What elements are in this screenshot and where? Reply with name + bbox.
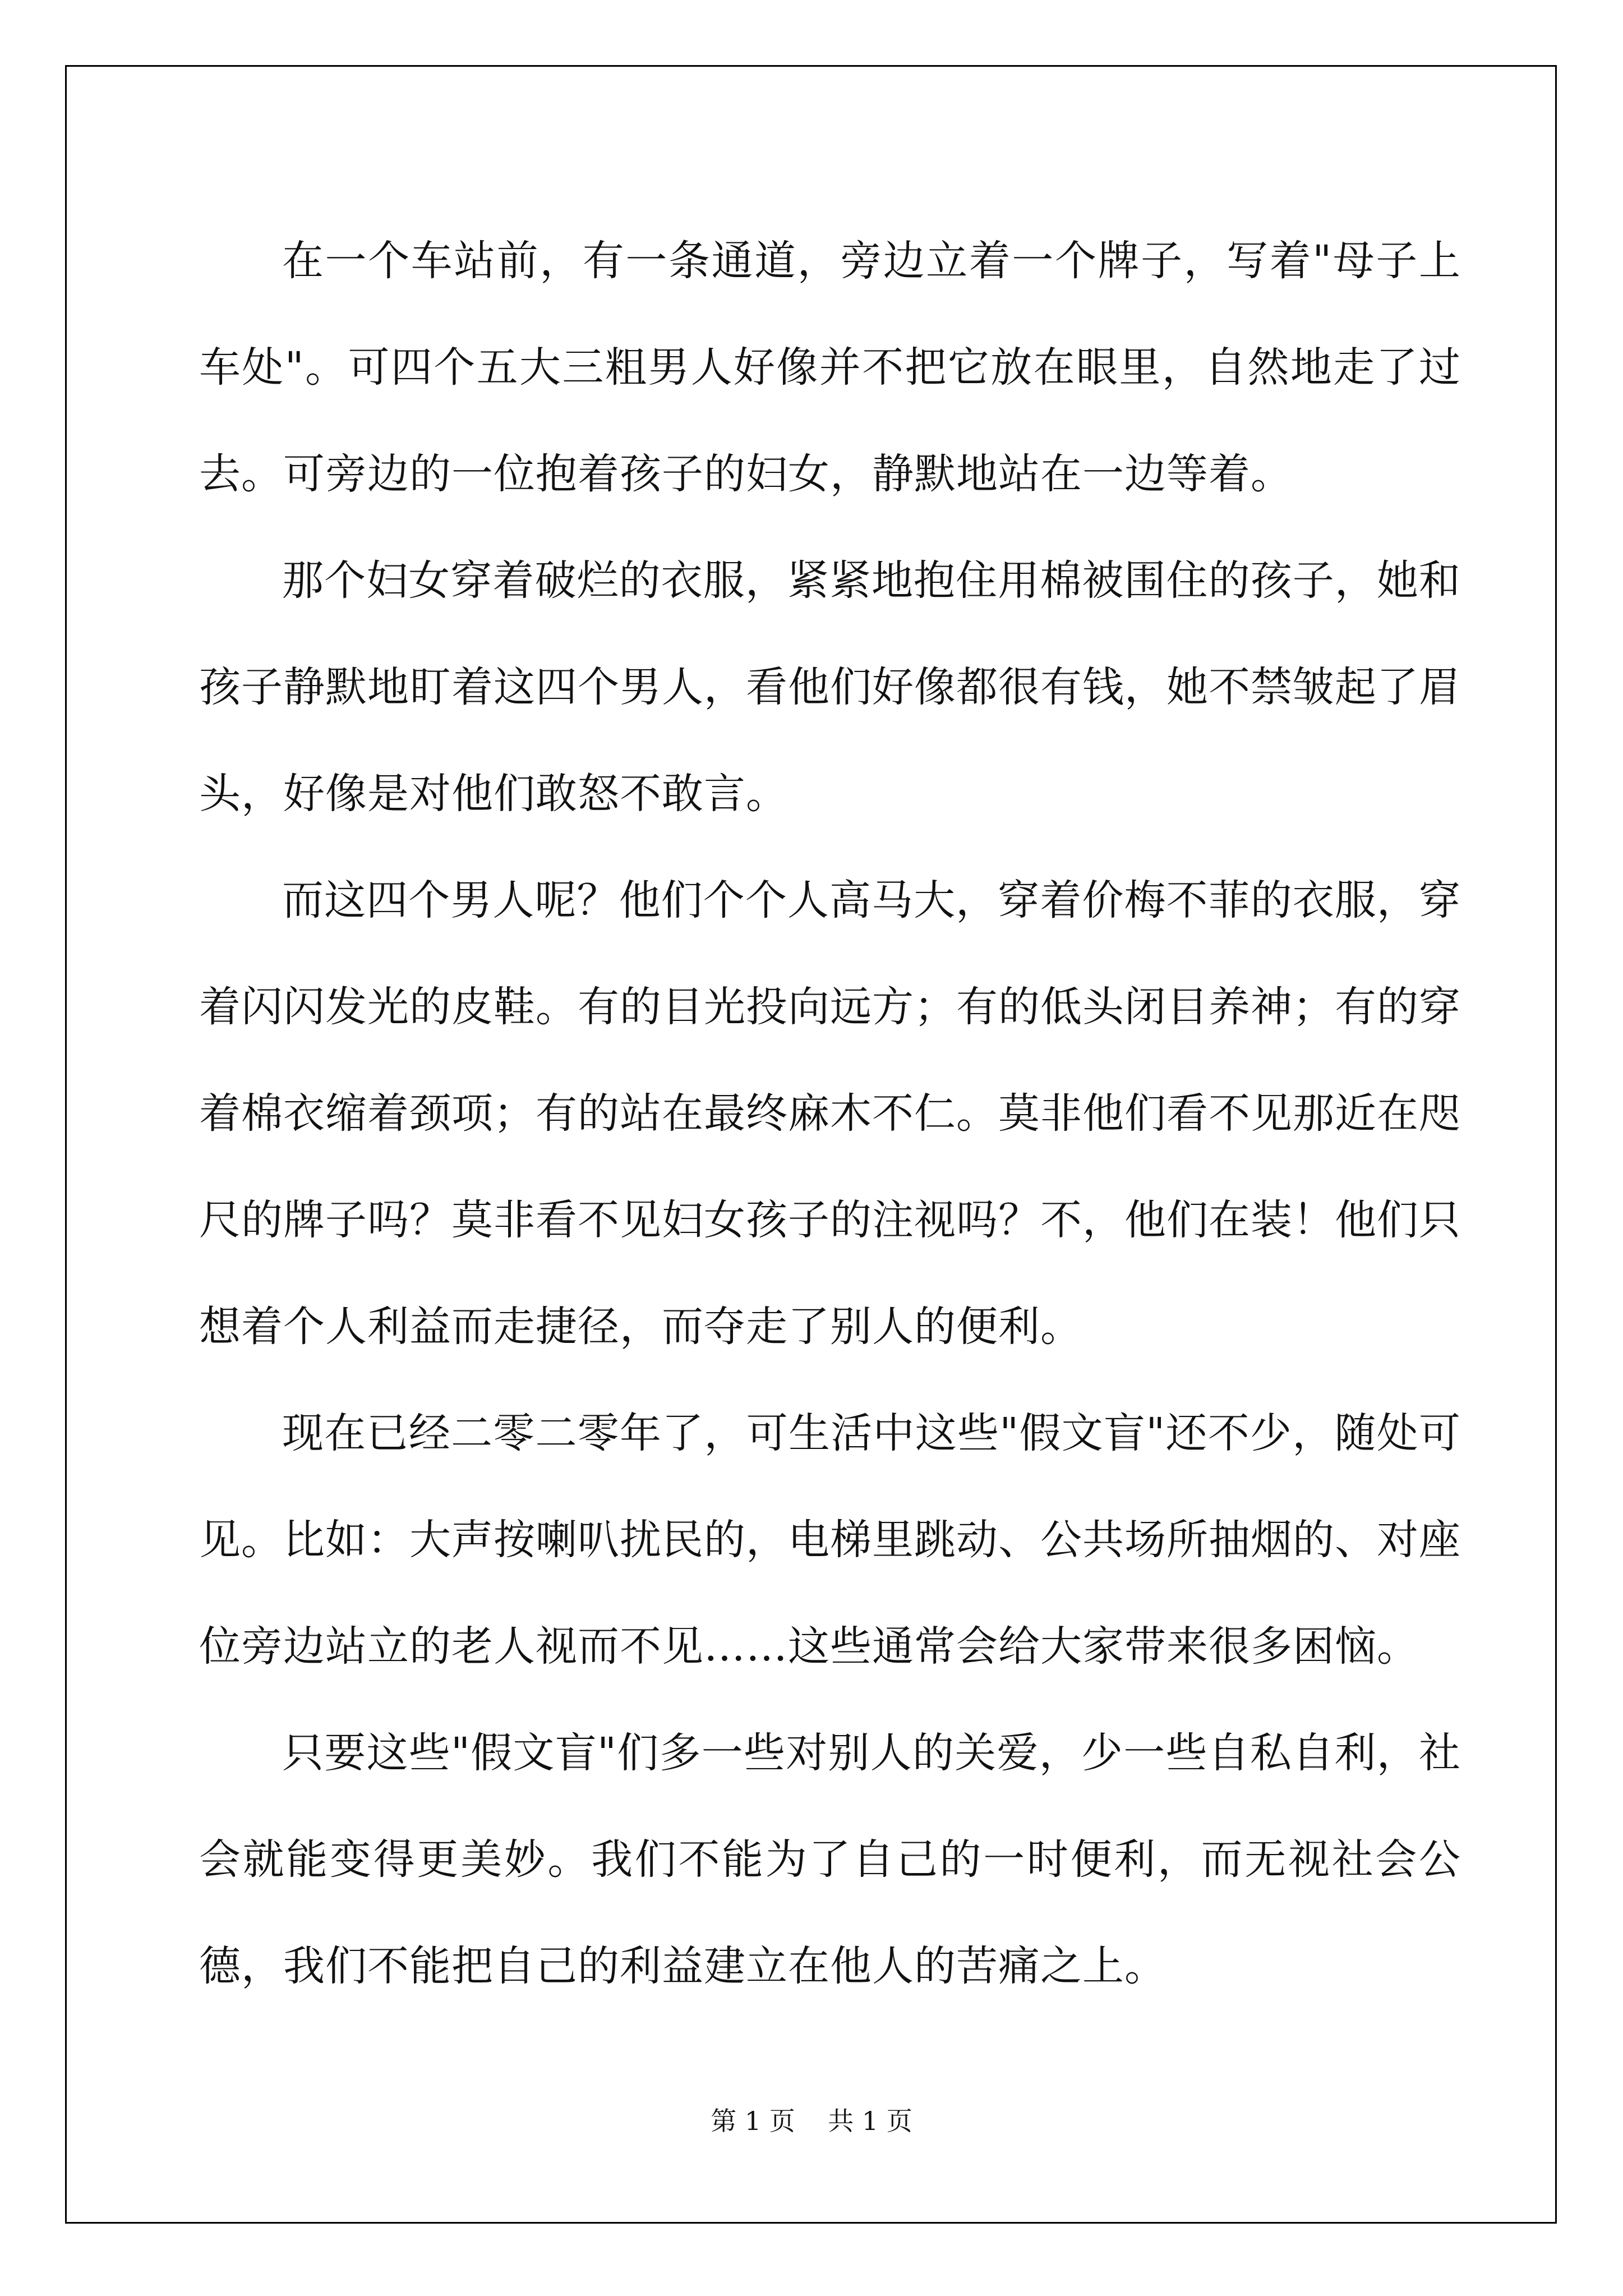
paragraph-5: 只要这些"假文盲"们多一些对别人的关爱，少一些自私自利，社会就能变得更美妙。我们不能为了自己的一时便利，而无视社会公德，我们不能把自己的利益建立在他人的苦痛之上。 <box>199 1729 1461 1990</box>
paragraph-4: 现在已经二零二零年了，可生活中这些"假文盲"还不少，随处可见。比如：大声按喇叭扰民的，电梯里跳动、公共场所抽烟的、对座位旁边站立的老人视而不见……这些通常会给大家带来很多困恼。 <box>199 1409 1461 1671</box>
paragraph-2: 那个妇女穿着破烂的衣服，紧紧地抱住用棉被围住的孩子，她和孩子静默地盯着这四个男人，看他们好像都很有钱，她不禁皱起了眉头，好像是对他们敢怒不敢言。 <box>199 556 1461 818</box>
page-footer <box>0 2101 1623 2138</box>
page-total: 共 1 页 <box>828 2106 912 2136</box>
paragraph-1: 在一个车站前，有一条通道，旁边立着一个牌子，写着"母子上车处"。可四个五大三粗男人好像并不把它放在眼里，自然地走了过去。可旁边的一位抱着孩子的妇女，静默地站在一边等着。 <box>199 237 1461 498</box>
page-number: 第 1 页 <box>711 2106 795 2136</box>
document-body <box>199 208 1461 2019</box>
paragraph-3: 而这四个男人呢？他们个个人高马大，穿着价梅不菲的衣服，穿着闪闪发光的皮鞋。有的目光投向远方；有的低头闭目养神；有的穿着棉衣缩着颈项；有的站在最终麻木不仁。莫非他们看不见那近在咫尺的牌子吗？莫非看不见妇女孩子的注视吗？不，他们在装！他们只想着个人利益而走捷径，而夺走了别人的便利。 <box>199 876 1461 1351</box>
